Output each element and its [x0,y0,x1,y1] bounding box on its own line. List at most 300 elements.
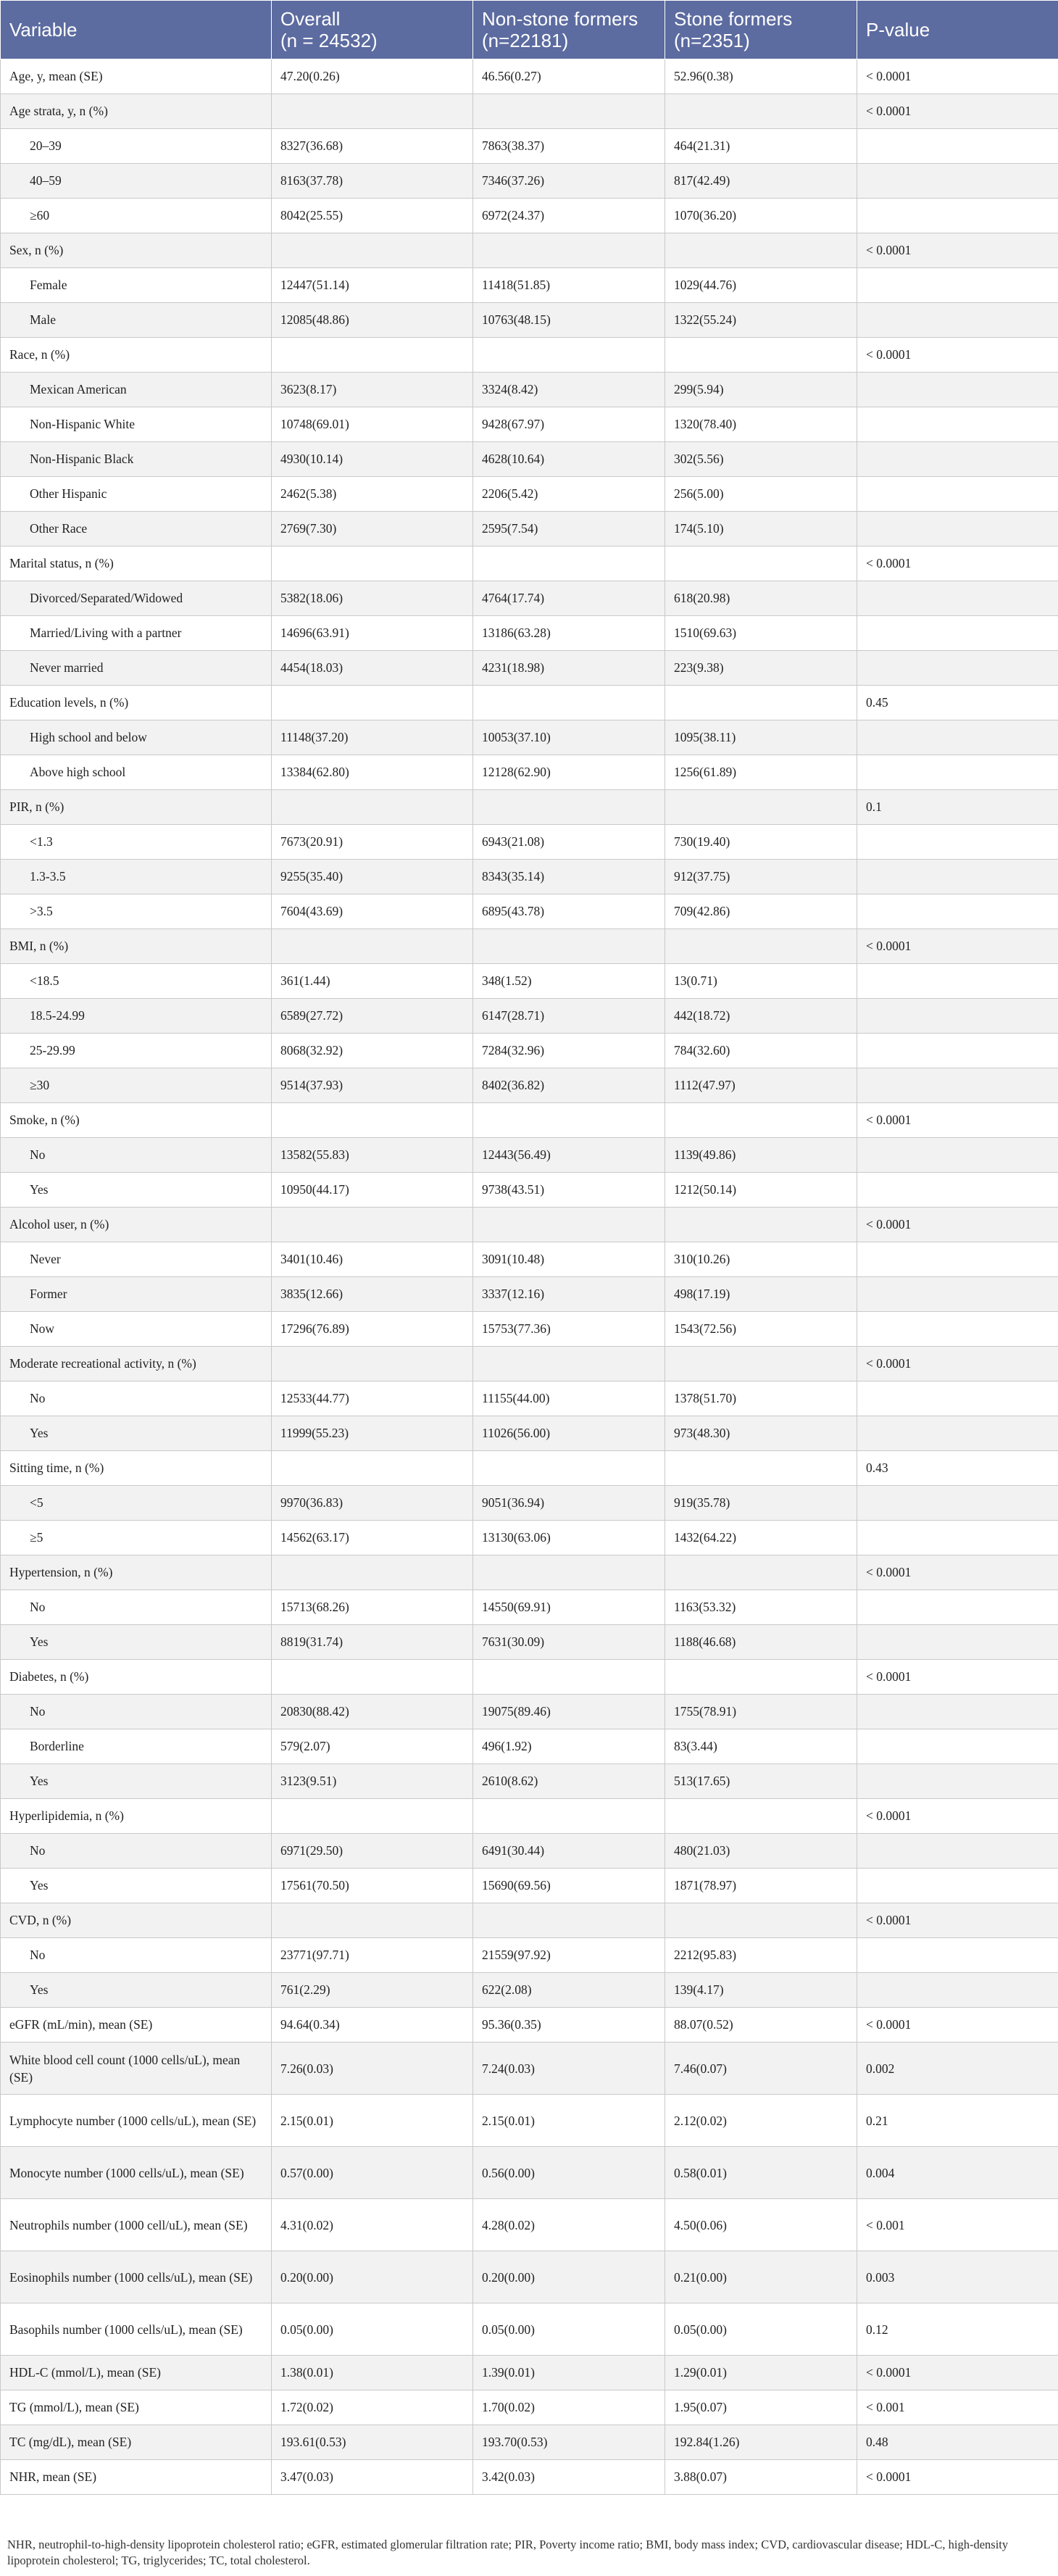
overall-cell: 94.64(0.34) [272,2008,473,2043]
variable-cell: Divorced/Separated/Widowed [1,581,272,616]
overall-cell: 9255(35.40) [272,860,473,894]
p-value-cell: < 0.0001 [857,233,1058,268]
overall-cell: 12085(48.86) [272,303,473,338]
variable-cell: 40–59 [1,164,272,199]
variable-cell: Diabetes, n (%) [1,1660,272,1695]
overall-cell [272,1799,473,1834]
stone-formers-cell: 1.95(0.07) [665,2390,857,2425]
variable-cell: <5 [1,1486,272,1521]
table-row [1,1347,1058,1382]
overall-cell: 1.38(0.01) [272,2356,473,2390]
non-stone-formers-cell: 13130(63.06) [473,1521,665,1555]
overall-cell: 3623(8.17) [272,373,473,407]
stone-formers-cell [665,1103,857,1138]
non-stone-formers-cell: 7863(38.37) [473,129,665,164]
stone-formers-cell: 442(18.72) [665,999,857,1034]
variable-cell: High school and below [1,720,272,755]
overall-cell: 193.61(0.53) [272,2425,473,2460]
overall-cell [272,790,473,825]
overall-cell: 2462(5.38) [272,477,473,512]
p-value-cell [857,303,1058,338]
p-value-cell [857,1138,1058,1173]
table-row [1,1034,1058,1068]
non-stone-formers-cell: 2595(7.54) [473,512,665,547]
stone-formers-cell: 1378(51.70) [665,1382,857,1416]
stone-formers-cell: 1112(47.97) [665,1068,857,1103]
non-stone-formers-cell [473,1103,665,1138]
variable-cell: Basophils number (1000 cells/uL), mean (SE) [1,2303,272,2356]
variable-cell: Never [1,1242,272,1277]
table-row [1,1695,1058,1729]
header-overall-label: Overall [280,8,341,30]
overall-cell: 361(1.44) [272,964,473,999]
stone-formers-cell: 1029(44.76) [665,268,857,303]
table-row [1,1242,1058,1277]
non-stone-formers-cell: 1.70(0.02) [473,2390,665,2425]
stone-formers-cell: 1871(78.97) [665,1869,857,1903]
p-value-cell [857,1416,1058,1451]
overall-cell: 0.57(0.00) [272,2147,473,2199]
variable-cell: Mexican American [1,373,272,407]
overall-cell: 9970(36.83) [272,1486,473,1521]
non-stone-formers-cell [473,1347,665,1382]
table-row [1,338,1058,373]
table-row [1,1208,1058,1242]
stone-formers-cell: 618(20.98) [665,581,857,616]
stone-formers-cell: 7.46(0.07) [665,2043,857,2095]
variable-cell: Now [1,1312,272,1347]
non-stone-formers-cell: 4.28(0.02) [473,2199,665,2251]
non-stone-formers-cell: 11155(44.00) [473,1382,665,1416]
overall-cell [272,233,473,268]
p-value-cell [857,1590,1058,1625]
non-stone-formers-cell: 7.24(0.03) [473,2043,665,2095]
non-stone-formers-cell: 7284(32.96) [473,1034,665,1068]
stone-formers-cell: 1212(50.14) [665,1173,857,1208]
variable-cell: TC (mg/dL), mean (SE) [1,2425,272,2460]
table-row [1,1486,1058,1521]
non-stone-formers-cell [473,929,665,964]
table-row [1,59,1058,94]
overall-cell [272,338,473,373]
p-value-cell [857,894,1058,929]
overall-cell: 4454(18.03) [272,651,473,686]
p-value-cell [857,825,1058,860]
table-row [1,407,1058,442]
non-stone-formers-cell: 8343(35.14) [473,860,665,894]
variable-cell: Neutrophils number (1000 cell/uL), mean (SE) [1,2199,272,2251]
table-row [1,129,1058,164]
non-stone-formers-cell: 3.42(0.03) [473,2460,665,2495]
non-stone-formers-cell: 9428(67.97) [473,407,665,442]
overall-cell: 2.15(0.01) [272,2095,473,2147]
header-p-value [857,1,1058,59]
stone-formers-cell: 1510(69.63) [665,616,857,651]
table-row [1,616,1058,651]
overall-cell: 8819(31.74) [272,1625,473,1660]
table-row [1,1938,1058,1973]
stone-formers-cell: 1139(49.86) [665,1138,857,1173]
stone-formers-cell: 299(5.94) [665,373,857,407]
p-value-cell: < 0.0001 [857,1103,1058,1138]
stone-formers-cell [665,1451,857,1486]
p-value-cell: 0.1 [857,790,1058,825]
p-value-cell [857,1625,1058,1660]
p-value-cell: < 0.0001 [857,2460,1058,2495]
variable-cell: No [1,1382,272,1416]
variable-cell: Lymphocyte number (1000 cells/uL), mean (SE) [1,2095,272,2147]
p-value-cell [857,1382,1058,1416]
p-value-cell [857,1034,1058,1068]
table-row [1,1973,1058,2008]
p-value-cell: < 0.0001 [857,2008,1058,2043]
p-value-cell: < 0.0001 [857,1347,1058,1382]
variable-cell: Race, n (%) [1,338,272,373]
overall-cell [272,686,473,720]
non-stone-formers-cell: 12128(62.90) [473,755,665,790]
variable-cell: Sex, n (%) [1,233,272,268]
variable-cell: TG (mmol/L), mean (SE) [1,2390,272,2425]
variable-cell: Female [1,268,272,303]
table-row [1,94,1058,129]
variable-cell: No [1,1695,272,1729]
stone-formers-cell [665,338,857,373]
variable-cell: Hypertension, n (%) [1,1555,272,1590]
non-stone-formers-cell [473,790,665,825]
table-row [1,1521,1058,1555]
p-value-cell [857,164,1058,199]
table-row [1,1103,1058,1138]
table-row [1,547,1058,581]
table-row [1,825,1058,860]
p-value-cell: < 0.0001 [857,59,1058,94]
table-row [1,999,1058,1034]
non-stone-formers-cell: 3324(8.42) [473,373,665,407]
non-stone-formers-cell: 4764(17.74) [473,581,665,616]
non-stone-formers-cell: 2206(5.42) [473,477,665,512]
stone-formers-cell: 1256(61.89) [665,755,857,790]
header-non-stone-formers-n: (n=22181) [482,30,569,51]
p-value-cell: 0.45 [857,686,1058,720]
non-stone-formers-cell: 3337(12.16) [473,1277,665,1312]
variable-cell: Smoke, n (%) [1,1103,272,1138]
non-stone-formers-cell: 0.05(0.00) [473,2303,665,2356]
non-stone-formers-cell: 19075(89.46) [473,1695,665,1729]
non-stone-formers-cell: 6895(43.78) [473,894,665,929]
table-row [1,1173,1058,1208]
non-stone-formers-cell: 193.70(0.53) [473,2425,665,2460]
overall-cell: 12447(51.14) [272,268,473,303]
p-value-cell [857,616,1058,651]
variable-cell: No [1,1590,272,1625]
p-value-cell [857,199,1058,233]
variable-cell: Borderline [1,1729,272,1764]
overall-cell: 8068(32.92) [272,1034,473,1068]
stone-formers-cell [665,233,857,268]
header-stone-formers-label: Stone formers [674,8,793,30]
table-row [1,651,1058,686]
stone-formers-cell [665,1903,857,1938]
overall-cell: 6971(29.50) [272,1834,473,1869]
table-body [1,59,1058,2495]
stone-formers-cell: 1163(53.32) [665,1590,857,1625]
non-stone-formers-cell: 8402(36.82) [473,1068,665,1103]
header-variable-label: Variable [9,19,78,41]
overall-cell: 3401(10.46) [272,1242,473,1277]
p-value-cell: < 0.0001 [857,929,1058,964]
overall-cell: 9514(37.93) [272,1068,473,1103]
variable-cell: Marital status, n (%) [1,547,272,581]
table-row [1,2008,1058,2043]
overall-cell: 4.31(0.02) [272,2199,473,2251]
overall-cell: 17561(70.50) [272,1869,473,1903]
p-value-cell [857,129,1058,164]
table-row [1,790,1058,825]
p-value-cell: 0.002 [857,2043,1058,2095]
non-stone-formers-cell: 6147(28.71) [473,999,665,1034]
p-value-cell: 0.43 [857,1451,1058,1486]
overall-cell: 761(2.29) [272,1973,473,2008]
overall-cell: 12533(44.77) [272,1382,473,1416]
p-value-cell: 0.004 [857,2147,1058,2199]
stone-formers-cell: 2212(95.83) [665,1938,857,1973]
p-value-cell [857,1068,1058,1103]
overall-cell: 1.72(0.02) [272,2390,473,2425]
non-stone-formers-cell: 7346(37.26) [473,164,665,199]
table-footnote: NHR, neutrophil-to-high-density lipoprotein cholesterol ratio; eGFR, estimated glomerular filtration rate; PIR, Poverty income ratio; BMI, body mass index; CVD, cardiovascular disease; HDL-C, high-density lipoprotein cholesterol; TG, triglycerides; TC, total cholesterol. [7,2538,1009,2567]
p-value-cell [857,407,1058,442]
p-value-cell [857,999,1058,1034]
variable-cell: Yes [1,1416,272,1451]
variable-cell: No [1,1938,272,1973]
variable-cell: Monocyte number (1000 cells/uL), mean (SE) [1,2147,272,2199]
overall-cell: 8042(25.55) [272,199,473,233]
variable-cell: <18.5 [1,964,272,999]
overall-cell: 579(2.07) [272,1729,473,1764]
table-row [1,512,1058,547]
stone-formers-cell [665,929,857,964]
stone-formers-cell: 730(19.40) [665,825,857,860]
stone-formers-cell: 310(10.26) [665,1242,857,1277]
non-stone-formers-cell: 11418(51.85) [473,268,665,303]
overall-cell [272,1451,473,1486]
table-header [1,1,1058,59]
variable-cell: PIR, n (%) [1,790,272,825]
non-stone-formers-cell [473,686,665,720]
table-row [1,1277,1058,1312]
non-stone-formers-cell: 622(2.08) [473,1973,665,2008]
p-value-cell [857,373,1058,407]
table-row [1,1590,1058,1625]
non-stone-formers-cell: 10053(37.10) [473,720,665,755]
stone-formers-cell: 13(0.71) [665,964,857,999]
overall-cell: 3835(12.66) [272,1277,473,1312]
non-stone-formers-cell: 11026(56.00) [473,1416,665,1451]
variable-cell: Education levels, n (%) [1,686,272,720]
variable-cell: Eosinophils number (1000 cells/uL), mean (SE) [1,2251,272,2303]
overall-cell [272,1903,473,1938]
table-row [1,860,1058,894]
variable-cell: HDL-C (mmol/L), mean (SE) [1,2356,272,2390]
variable-cell: No [1,1138,272,1173]
variable-cell: Yes [1,1764,272,1799]
stone-formers-cell: 784(32.60) [665,1034,857,1068]
overall-cell [272,1347,473,1382]
p-value-cell [857,268,1058,303]
variable-cell: 25-29.99 [1,1034,272,1068]
overall-cell: 7.26(0.03) [272,2043,473,2095]
variable-cell: No [1,1834,272,1869]
stone-formers-cell: 0.58(0.01) [665,2147,857,2199]
overall-cell [272,1103,473,1138]
non-stone-formers-cell: 3091(10.48) [473,1242,665,1277]
stone-formers-cell: 817(42.49) [665,164,857,199]
stone-formers-cell: 1322(55.24) [665,303,857,338]
table-row [1,2303,1058,2356]
variable-cell: Moderate recreational activity, n (%) [1,1347,272,1382]
variable-cell: Age, y, mean (SE) [1,59,272,94]
p-value-cell [857,1695,1058,1729]
p-value-cell [857,581,1058,616]
table-row [1,2356,1058,2390]
non-stone-formers-cell: 2610(8.62) [473,1764,665,1799]
table-row [1,303,1058,338]
table-row [1,929,1058,964]
stone-formers-cell: 3.88(0.07) [665,2460,857,2495]
stone-formers-cell: 709(42.86) [665,894,857,929]
p-value-cell: < 0.001 [857,2390,1058,2425]
non-stone-formers-cell: 4231(18.98) [473,651,665,686]
stone-formers-cell: 513(17.65) [665,1764,857,1799]
variable-cell: Yes [1,1973,272,2008]
table-row [1,2147,1058,2199]
header-p-value-label: P-value [866,19,930,41]
p-value-cell [857,1938,1058,1973]
table-row [1,720,1058,755]
variable-cell: Alcohol user, n (%) [1,1208,272,1242]
table-row [1,1903,1058,1938]
variable-cell: <1.3 [1,825,272,860]
table-row [1,686,1058,720]
header-overall-n: (n = 24532) [280,30,378,51]
table-row [1,1068,1058,1103]
p-value-cell [857,651,1058,686]
overall-cell [272,547,473,581]
non-stone-formers-cell [473,338,665,373]
variable-cell: Yes [1,1869,272,1903]
stone-formers-cell [665,686,857,720]
table-row [1,1451,1058,1486]
stone-formers-cell: 973(48.30) [665,1416,857,1451]
non-stone-formers-cell [473,1660,665,1695]
stone-formers-cell [665,1208,857,1242]
table-row [1,2390,1058,2425]
table-row [1,2425,1058,2460]
p-value-cell: < 0.0001 [857,1903,1058,1938]
overall-cell: 10950(44.17) [272,1173,473,1208]
variable-cell: 20–39 [1,129,272,164]
stone-formers-cell [665,94,857,129]
non-stone-formers-cell [473,1555,665,1590]
variable-cell: Former [1,1277,272,1312]
p-value-cell [857,442,1058,477]
non-stone-formers-cell [473,1208,665,1242]
overall-cell: 11999(55.23) [272,1416,473,1451]
overall-cell: 13384(62.80) [272,755,473,790]
p-value-cell [857,720,1058,755]
p-value-cell [857,860,1058,894]
overall-cell: 20830(88.42) [272,1695,473,1729]
variable-cell: Sitting time, n (%) [1,1451,272,1486]
non-stone-formers-cell [473,1451,665,1486]
variable-cell: Male [1,303,272,338]
p-value-cell [857,512,1058,547]
non-stone-formers-cell: 496(1.92) [473,1729,665,1764]
stone-formers-cell: 1543(72.56) [665,1312,857,1347]
table-row [1,1138,1058,1173]
table-row [1,2199,1058,2251]
p-value-cell [857,964,1058,999]
overall-cell: 7604(43.69) [272,894,473,929]
p-value-cell: 0.003 [857,2251,1058,2303]
p-value-cell [857,1242,1058,1277]
table-row [1,1729,1058,1764]
overall-cell: 7673(20.91) [272,825,473,860]
stone-formers-cell: 480(21.03) [665,1834,857,1869]
stone-formers-cell [665,1660,857,1695]
variable-cell: NHR, mean (SE) [1,2460,272,2495]
non-stone-formers-cell: 348(1.52) [473,964,665,999]
non-stone-formers-cell: 0.20(0.00) [473,2251,665,2303]
stone-formers-cell: 1.29(0.01) [665,2356,857,2390]
variable-cell: Non-Hispanic Black [1,442,272,477]
table-row [1,1799,1058,1834]
header-non-stone-formers-label: Non-stone formers [482,8,638,30]
stone-formers-cell: 0.21(0.00) [665,2251,857,2303]
non-stone-formers-cell: 14550(69.91) [473,1590,665,1625]
header-variable [1,1,272,59]
table-row [1,233,1058,268]
overall-cell: 13582(55.83) [272,1138,473,1173]
non-stone-formers-cell: 46.56(0.27) [473,59,665,94]
stone-formers-cell: 1188(46.68) [665,1625,857,1660]
table-row [1,199,1058,233]
p-value-cell: < 0.0001 [857,2356,1058,2390]
overall-cell: 8163(37.78) [272,164,473,199]
overall-cell [272,1660,473,1695]
table-row [1,268,1058,303]
stone-formers-cell [665,1347,857,1382]
overall-cell: 23771(97.71) [272,1938,473,1973]
overall-cell: 6589(27.72) [272,999,473,1034]
variable-cell: ≥60 [1,199,272,233]
p-value-cell [857,1834,1058,1869]
variable-cell: >3.5 [1,894,272,929]
variable-cell: Married/Living with a partner [1,616,272,651]
variable-cell: Yes [1,1173,272,1208]
table-row [1,1555,1058,1590]
stone-formers-cell: 139(4.17) [665,1973,857,2008]
p-value-cell: < 0.0001 [857,1208,1058,1242]
overall-cell: 14562(63.17) [272,1521,473,1555]
non-stone-formers-cell: 4628(10.64) [473,442,665,477]
overall-cell: 0.20(0.00) [272,2251,473,2303]
p-value-cell [857,755,1058,790]
table-row [1,964,1058,999]
overall-cell: 8327(36.68) [272,129,473,164]
overall-cell [272,1555,473,1590]
overall-cell: 47.20(0.26) [272,59,473,94]
